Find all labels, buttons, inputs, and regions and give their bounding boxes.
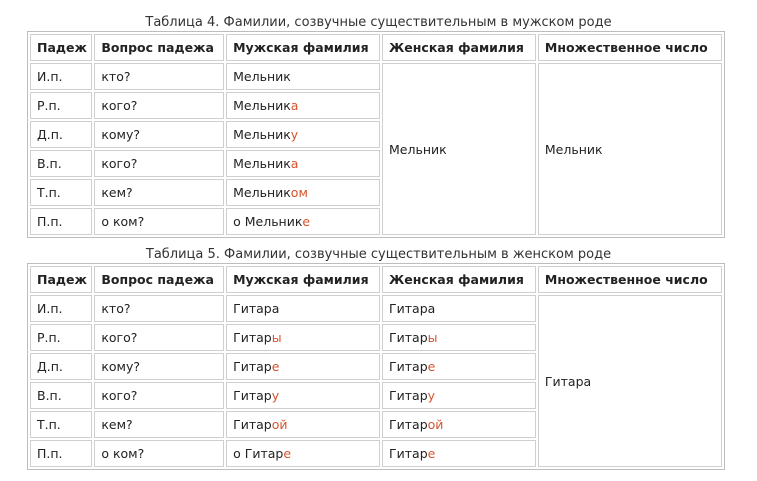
stem: Гитара	[389, 301, 436, 316]
table-row	[30, 295, 722, 322]
ending: ы	[427, 330, 438, 345]
ending: у	[290, 127, 299, 142]
ending: у	[271, 388, 280, 403]
stem: Мельник	[233, 69, 291, 84]
case-cell: И.п.	[30, 63, 92, 90]
male-cell	[226, 411, 380, 438]
stem: о Мельник	[233, 214, 303, 229]
question-cell: о ком?	[94, 440, 224, 467]
male-cell	[226, 92, 380, 119]
stem: Гитар	[389, 330, 428, 345]
case-cell: Д.п.	[30, 121, 92, 148]
question-cell: кто?	[94, 63, 224, 90]
case-cell: П.п.	[30, 208, 92, 235]
header-question: Вопрос падежа	[94, 34, 224, 61]
question-cell: кем?	[94, 179, 224, 206]
case-cell: В.п.	[30, 382, 92, 409]
stem: Гитар	[233, 330, 272, 345]
table-header-row	[30, 266, 722, 293]
case-cell: Р.п.	[30, 324, 92, 351]
male-cell	[226, 295, 380, 322]
ending: е	[427, 446, 436, 461]
stem: Гитар	[389, 359, 428, 374]
table5	[27, 263, 725, 470]
table4-caption: Таблица 4. Фамилии, созвучные существительным в мужском роде	[145, 15, 612, 30]
case-cell: Р.п.	[30, 92, 92, 119]
header-plural: Множественное число	[538, 34, 722, 61]
case-cell: Д.п.	[30, 353, 92, 380]
question-cell: о ком?	[94, 208, 224, 235]
ending: ы	[271, 330, 282, 345]
question-cell: кому?	[94, 353, 224, 380]
header-female: Женская фамилия	[382, 34, 536, 61]
question-cell: кого?	[94, 92, 224, 119]
header-male: Мужская фамилия	[226, 266, 380, 293]
stem: Гитар	[389, 417, 428, 432]
ending: ой	[427, 417, 444, 432]
male-cell	[226, 353, 380, 380]
stem: Мельник	[233, 127, 291, 142]
table-row	[30, 63, 722, 90]
stem: Гитар	[233, 417, 272, 432]
header-female: Женская фамилия	[382, 266, 536, 293]
female-cell	[382, 411, 536, 438]
male-cell	[226, 382, 380, 409]
question-cell: кому?	[94, 121, 224, 148]
ending: е	[302, 214, 311, 229]
header-question: Вопрос падежа	[94, 266, 224, 293]
male-cell	[226, 440, 380, 467]
ending: ом	[290, 185, 308, 200]
male-cell	[226, 179, 380, 206]
stem: Гитар	[233, 359, 272, 374]
male-cell	[226, 208, 380, 235]
female-cell	[382, 353, 536, 380]
male-cell	[226, 324, 380, 351]
female-cell	[382, 324, 536, 351]
case-cell: П.п.	[30, 440, 92, 467]
plural-merged-cell: Гитара	[538, 295, 722, 467]
female-merged-cell: Мельник	[382, 63, 536, 235]
female-cell	[382, 440, 536, 467]
stem: Мельник	[233, 98, 291, 113]
header-case: Падеж	[30, 266, 92, 293]
question-cell: кого?	[94, 324, 224, 351]
stem: о Гитар	[233, 446, 284, 461]
ending: е	[271, 359, 280, 374]
male-cell	[226, 150, 380, 177]
stem: Гитара	[233, 301, 280, 316]
plural-merged-cell: Мельник	[538, 63, 722, 235]
table-header-row	[30, 34, 722, 61]
ending: е	[427, 359, 436, 374]
header-case: Падеж	[30, 34, 92, 61]
female-cell	[382, 295, 536, 322]
stem: Гитар	[389, 446, 428, 461]
question-cell: кого?	[94, 150, 224, 177]
stem: Гитар	[233, 388, 272, 403]
question-cell: кого?	[94, 382, 224, 409]
ending: а	[290, 156, 299, 171]
stem: Мельник	[233, 156, 291, 171]
table5-caption: Таблица 5. Фамилии, созвучные существительным в женском роде	[145, 247, 612, 262]
table4	[27, 31, 725, 238]
case-cell: Т.п.	[30, 179, 92, 206]
question-cell: кто?	[94, 295, 224, 322]
ending: ой	[271, 417, 288, 432]
stem: Гитар	[389, 388, 428, 403]
ending: е	[283, 446, 292, 461]
ending: а	[290, 98, 299, 113]
case-cell: В.п.	[30, 150, 92, 177]
header-male: Мужская фамилия	[226, 34, 380, 61]
case-cell: И.п.	[30, 295, 92, 322]
question-cell: кем?	[94, 411, 224, 438]
stem: Мельник	[233, 185, 291, 200]
header-plural: Множественное число	[538, 266, 722, 293]
female-cell	[382, 382, 536, 409]
case-cell: Т.п.	[30, 411, 92, 438]
male-cell	[226, 63, 380, 90]
male-cell	[226, 121, 380, 148]
ending: у	[427, 388, 436, 403]
